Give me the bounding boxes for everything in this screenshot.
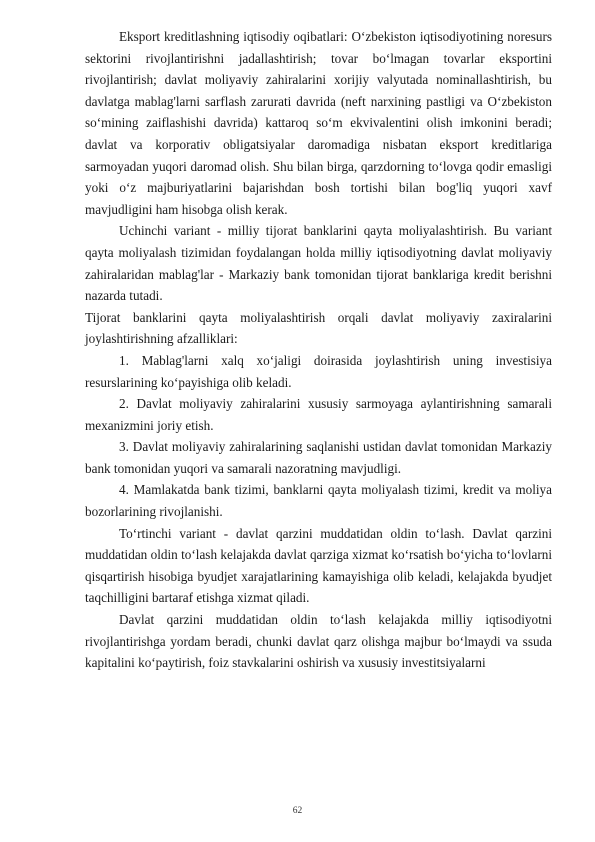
paragraph-export-credit: Eksport kreditlashning iqtisodiy oqibatlari: O‘zbekiston iqtisodiyotining noresurs sektorini rivojlantirishni jadallashtirish; tovar bo‘lmagan tovarlar eksportini rivojlantirish; davlat moliyaviy zahiralarini xorijiy valyutada nominallashtirish, bu davlatga mablag'larni sarflash zarurati davrida (neft narxining pastligi va O‘zbekiston so‘mining zaiflashishi davrida) kattaroq so‘m ekvivalentini olish imkonini beradi; davlat va korporativ obligatsiyalar daromadiga nisbatan eksport kreditlariga sarmoyadan yuqori daromad olish. Shu bilan birga, qarzdorning to‘lovga qodir emasligi yoki o‘z majburiyatlarini bajarishdan bosh tortishi bilan bog'liq yuqori xavf mavjudligini ham hisobga olish kerak. bbox=[85, 29, 552, 217]
paragraph-fourth-option: To‘rtinchi variant - davlat qarzini muddatidan oldin to‘lash. Davlat qarzini muddatidan oldin to‘lash kelajakda davlat qarziga xizmat ko‘rsatish bo‘yicha to‘lovlarni qisqartirish hisobiga byudjet xarajatlarining kamayishiga olib keladi, kelajakda byudjet taqchilligini bartaraf etishga xizmat qiladi. bbox=[85, 525, 552, 606]
page-number: 62 bbox=[292, 806, 303, 816]
list-item-advantage-1: 1. Mablag'larni xalq xo‘jaligi doirasida joylashtirish uning investisiya resurslarining ko‘payishiga olib keladi. bbox=[85, 352, 552, 390]
paragraph-third-option: Uchinchi variant - milliy tijorat banklarini qayta moliyalashtirish. Bu variant qayta moliyalash tizimidan foydalangan holda milliy iqtisodiyotning davlat moliyaviy zahiralaridan mablag'lar - Markaziy bank tomonidan tijorat banklariga kredit berishni nazarda tutadi. bbox=[85, 223, 552, 304]
paragraph-advantages-heading: Tijorat banklarini qayta moliyalashtirish orqali davlat moliyaviy zaxiralarini joylashtirishning afzalliklari: bbox=[85, 309, 552, 347]
list-item-advantage-2: 2. Davlat moliyaviy zahiralarini xususiy sarmoyaga aylantirishning samarali mexanizmini joriy etish. bbox=[85, 396, 552, 433]
list-item-advantage-4: 4. Mamlakatda bank tizimi, banklarni qayta moliyalash tizimi, kredit va moliya bozorlarining rivojlanishi. bbox=[85, 482, 552, 520]
document-body bbox=[85, 26, 552, 674]
list-item-advantage-3: 3. Davlat moliyaviy zahiralarining saqlanishi ustidan davlat tomonidan Markaziy bank tomonidan yuqori va samarali nazoratning mavjudligi. bbox=[85, 439, 552, 476]
paragraph-early-repayment: Davlat qarzini muddatidan oldin to‘lash kelajakda milliy iqtisodiyotni rivojlantirishga yordam beradi, chunki davlat qarz olishga majbur bo‘lmaydi va ssuda kapitalini ko‘paytirish, foiz stavkalarini oshirish va xususiy investitsiyalarni bbox=[85, 612, 552, 671]
